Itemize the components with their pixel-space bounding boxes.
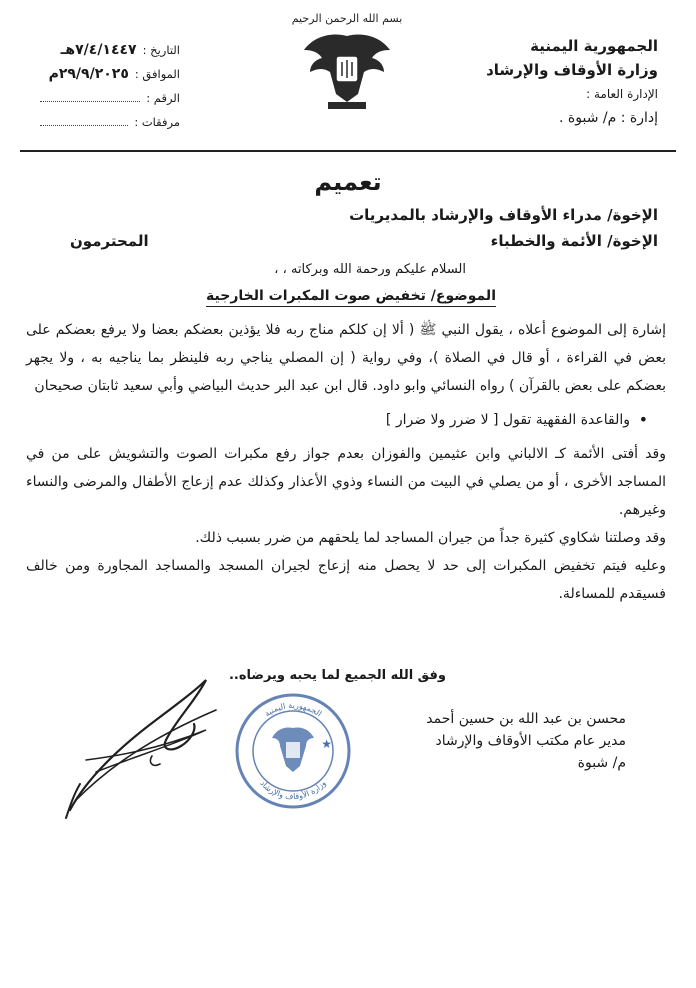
letter-body xyxy=(26,316,666,608)
svg-text:★: ★ xyxy=(321,737,332,751)
signatory-title: مدير عام مكتب الأوقاف والإرشاد xyxy=(435,733,626,749)
corresponding-label: الموافق : xyxy=(134,67,180,81)
corresponding-value: ٢٩/٩/٢٠٢٥م xyxy=(48,66,129,82)
body-paragraph-4: وعليه فيتم تخفيض المكبرات إلى حد لا يحصل منه إزعاج لجيران المسجد والمساجد المجاورة ومن خالف فسيقدم للمساءلة. xyxy=(26,558,666,602)
body-paragraph-2: وقد أفتى الأئمة كـ الالباني وابن عثيمين والفوزان بعدم جواز رفع مكبرات الصوت والتشويش على من في المساجد الأخرى ، أو من يصلي في البيت من النساء وذوي الأعذار وكذلك عدم إزعاج الأطفال والمرضى والنساء وغيرهم. xyxy=(26,446,666,518)
number-row xyxy=(40,86,180,110)
republic-name: الجمهورية اليمنية xyxy=(530,37,658,55)
header-divider xyxy=(20,150,676,152)
number-line xyxy=(40,91,140,102)
number-label: الرقم : xyxy=(146,91,180,105)
date-label: التاريخ : xyxy=(142,43,180,57)
signatory-name: محسن بن عبد الله بن حسين أحمد xyxy=(426,711,626,727)
yemen-emblem-icon xyxy=(292,6,402,114)
stamp-text-bottom: وزارة الأوقاف والإرشاد xyxy=(258,778,328,802)
signatory-block xyxy=(426,708,626,774)
date-value: ٧/٤/١٤٤٧هـ xyxy=(60,42,137,58)
letterhead-right xyxy=(486,34,658,130)
admin-name: إدارة : م/ شبوة . xyxy=(559,110,658,126)
official-stamp-icon xyxy=(232,690,354,812)
body-paragraph-3: وقد وصلتنا شكاوي كثيرة جداً من جيران المساجد لما يلحقهم من ضرر بسبب ذلك. xyxy=(195,530,666,546)
attachments-row xyxy=(40,110,180,134)
basmala: بسم الله الرحمن الرحيم xyxy=(292,12,402,25)
attachments-line xyxy=(40,115,128,126)
stamp-text-top: الجمهورية اليمنية xyxy=(262,700,324,719)
signatory-office: م/ شبوة xyxy=(577,755,626,771)
corresponding-row xyxy=(40,62,180,86)
svg-text:الجمهورية اليمنية xyxy=(263,701,323,719)
letter-meta xyxy=(40,38,180,134)
closing-line: وفق الله الجميع لما يحبه ويرضاه.. xyxy=(228,668,446,683)
greeting: السلام عليكم ورحمة الله وبركاته ، ، xyxy=(274,262,466,277)
addressee-line-2: الإخوة/ الأئمة والخطباء xyxy=(490,232,658,250)
ministry-name: وزارة الأوقاف والإرشاد xyxy=(486,61,658,79)
respected-label: المحترمون xyxy=(70,232,149,250)
signature-icon xyxy=(56,660,236,830)
general-admin: الإدارة العامة : xyxy=(586,87,658,101)
document-title: تعميم xyxy=(314,168,382,196)
bullet-rule: • والقاعدة الفقهية تقول [ لا ضرر ولا ضرار ] xyxy=(26,406,666,434)
attachments-label: مرفقات : xyxy=(134,115,180,129)
body-paragraph-1: إشارة إلى الموضوع أعلاه ، يقول النبي ﷺ ( ألا إن كلكم مناج ربه فلا يؤذين بعضكم بعضا ولا يرفع بعضكم على بعض في القراءة ، أو قال في الصلاة )، وفي رواية ( إن المصلي يناجي ربه فلينظر بما يناجيه به ، ولا يجهر بعضكم على بعض بالقرآن ) رواه النسائي وابو داود. قال ابن عبد البر حديث البياضي وأبي سعيد ثابتان صحيحان xyxy=(26,322,666,394)
date-row xyxy=(40,38,180,62)
subject-line: الموضوع/ تخفيض صوت المكبرات الخارجية xyxy=(206,288,496,307)
addressee-line-1: الإخوة/ مدراء الأوقاف والإرشاد بالمديريات xyxy=(349,206,658,224)
